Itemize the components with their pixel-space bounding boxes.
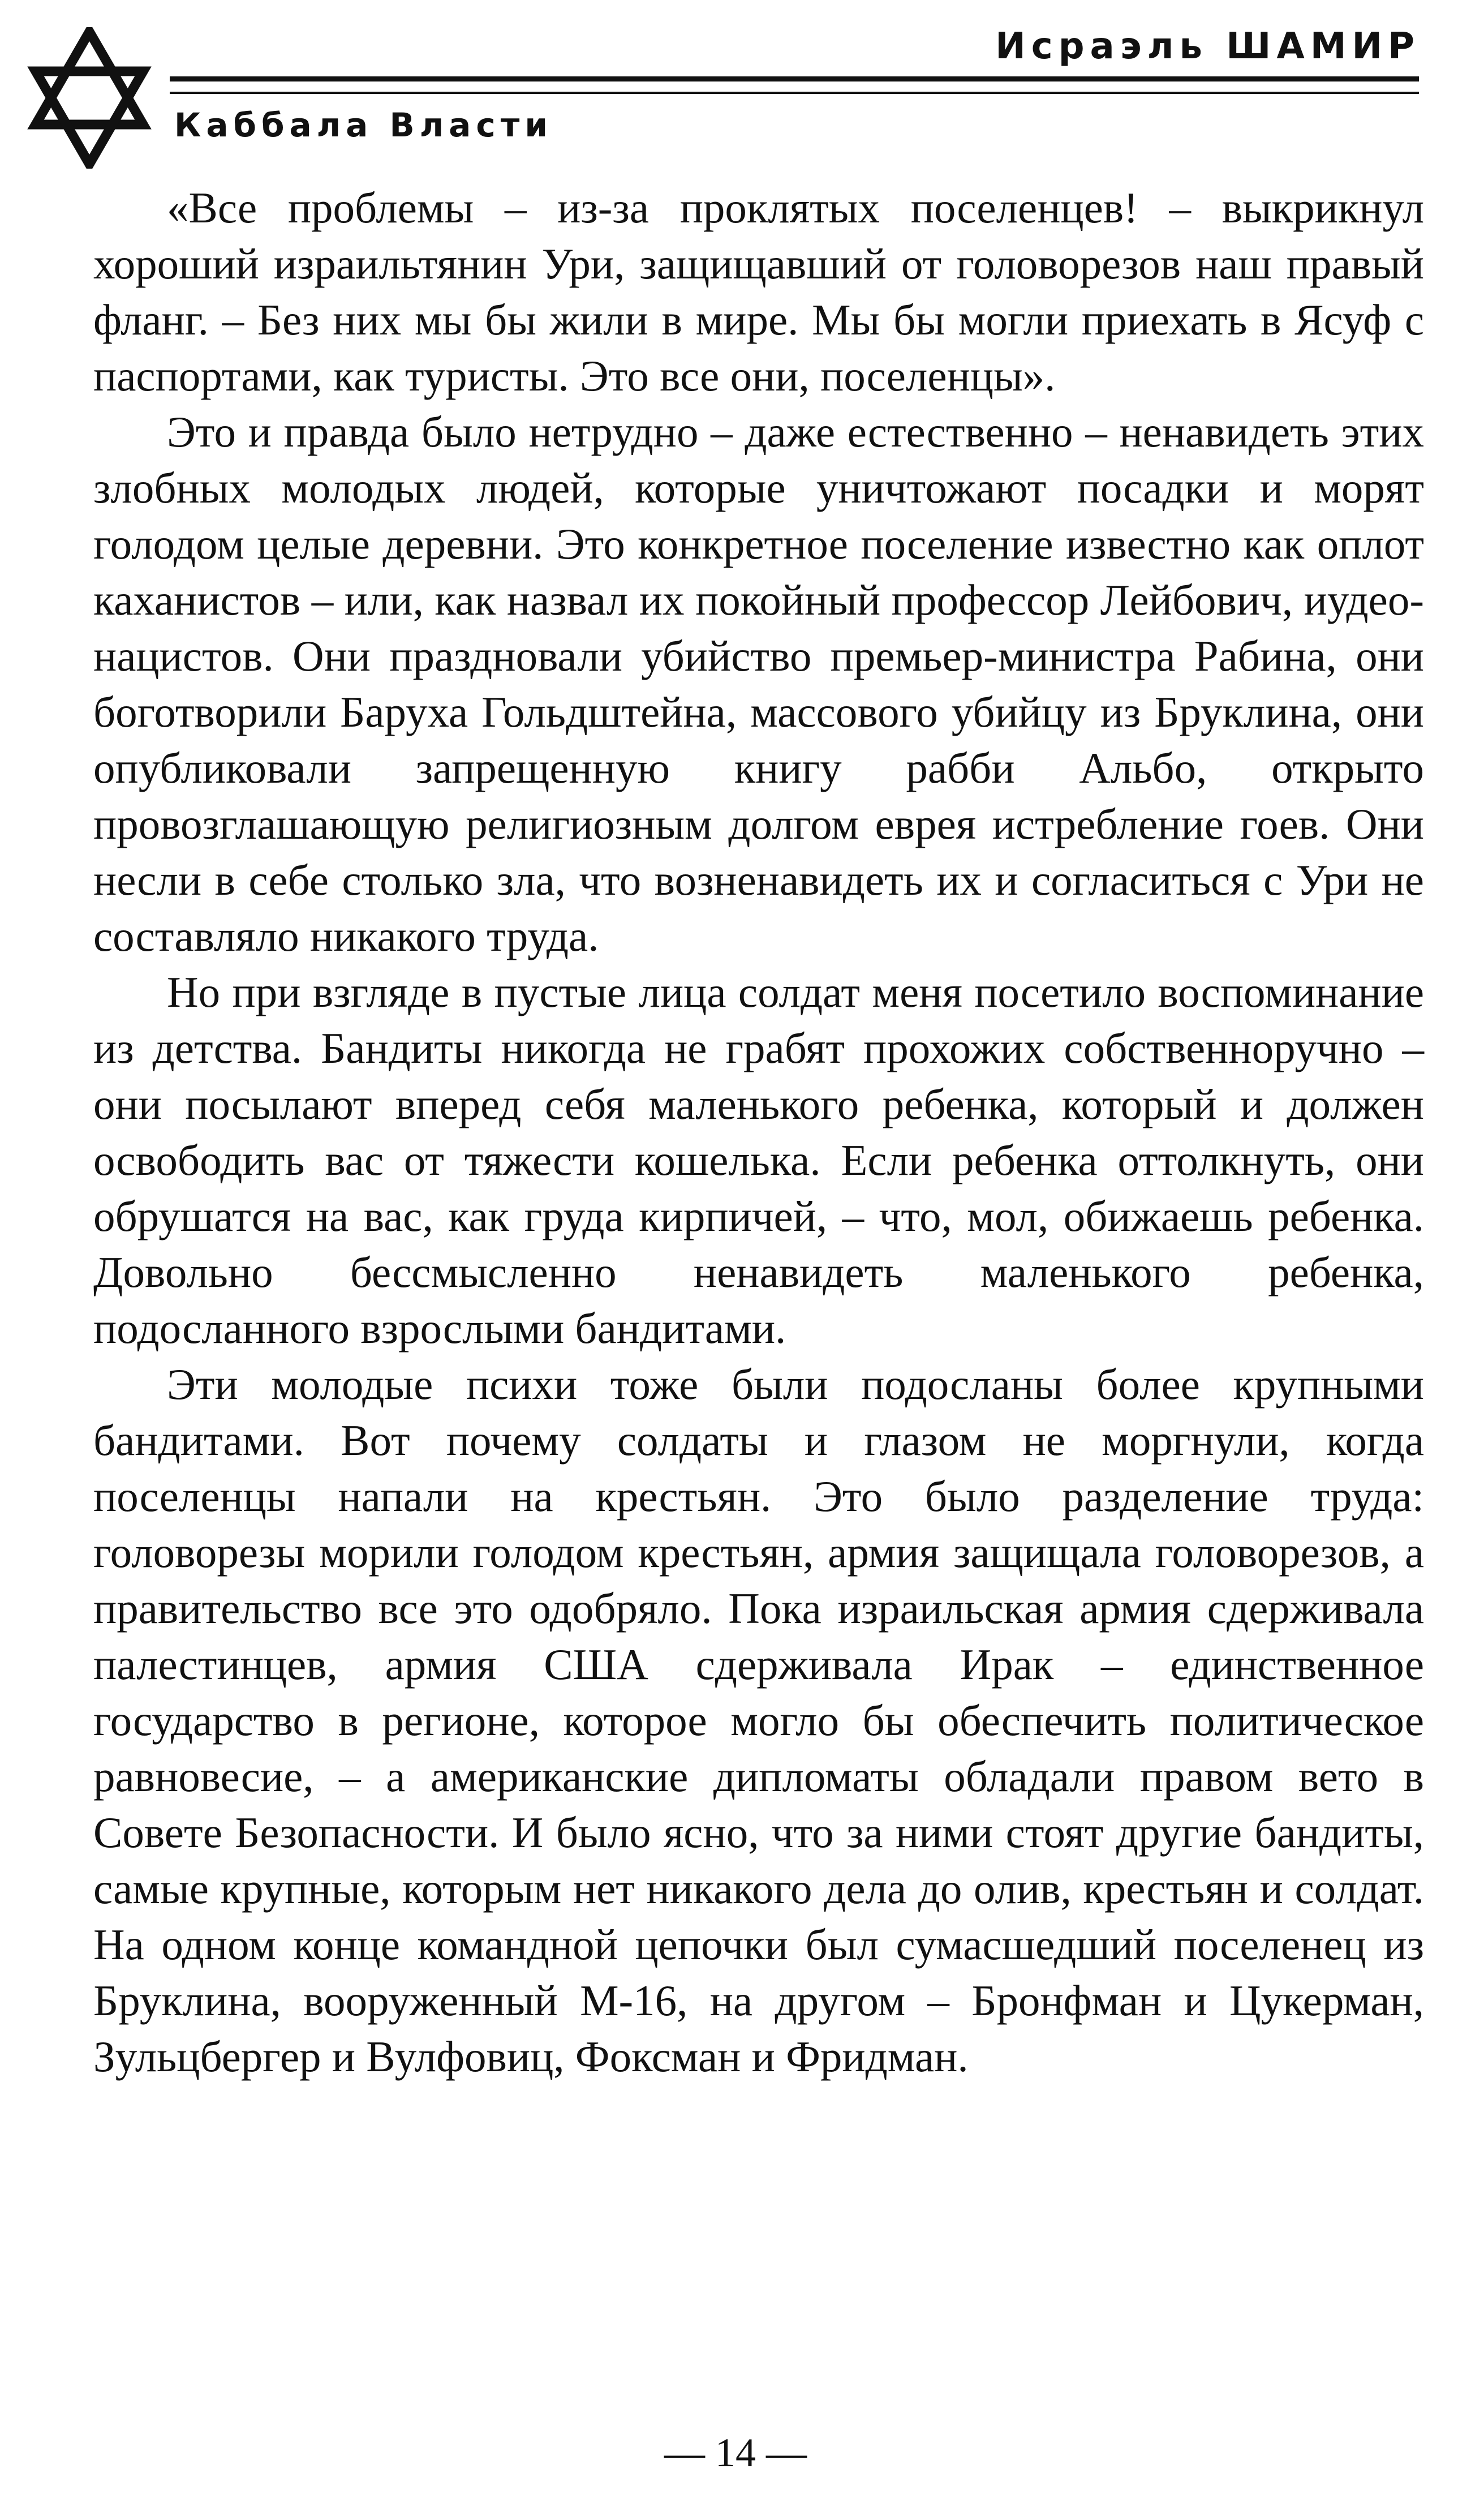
header-book-title: Каббала Власти (174, 106, 553, 144)
body-text (93, 180, 1424, 2085)
header-author: Исраэль ШАМИР (995, 25, 1420, 67)
header-rule-thin (170, 92, 1419, 94)
page-number: — 14 — (664, 2430, 807, 2475)
paragraph: Это и правда было нетрудно – даже естественно – ненавидеть этих злобных молодых людей, которые уничтожают посадки и морят голодом целые деревни. Это конкретное поселение известно как оплот каханистов – или, как назвал их покойный профессор Лейбович, иудео-нацистов. Они праздновали убийство премьер-министра Рабина, они боготворили Баруха Гольдштейна, массового убийцу из Бруклина, они опубликовали запрещенную книгу рабби Альбо, открыто провозглашающую религиозным долгом еврея истребление гоев. Они несли в себе столько зла, что возненавидеть их и согласиться с Ури не составляло никакого труда. (93, 407, 1424, 960)
paragraph: «Все проблемы – из-за проклятых поселенцев! – выкрикнул хороший израильтянин Ури, защищавший от головорезов наш правый фланг. – Без них мы бы жили в мире. Мы бы могли приехать в Ясуф с паспортами, как туристы. Это все они, поселенцы». (93, 183, 1424, 400)
running-header (0, 0, 1471, 164)
paragraph: Но при взгляде в пустые лица солдат меня посетило воспоминание из детства. Бандиты никогда не грабят прохожих собственноручно – они посылают вперед себя маленького ребенка, который и должен освободить вас от тяжести кошелька. Если ребенка оттолкнуть, они обрушатся на вас, как груда кирпичей, – что, мол, обижаешь ребенка. Довольно бессмысленно ненавидеть маленького ребенка, подосланного взрослыми бандитами. (93, 968, 1424, 1353)
star-of-david-icon (27, 27, 152, 169)
header-rule-thick (170, 76, 1419, 81)
paragraph: Эти молодые психи тоже были подосланы более крупными бандитами. Вот почему солдаты и глазом не моргнули, когда поселенцы напали на крестьян. Это было разделение труда: головорезы морили голодом крестьян, армия защищала головорезов, а правительство все это одобряло. Пока израильская армия сдерживала палестинцев, армия США сдерживала Ирак – единственное государство в регионе, которое могло бы обеспечить политическое равновесие, – а американские дипломаты обладали правом вето в Совете Безопасности. И было ясно, что за ними стоят другие бандиты, самые крупные, которым нет никакого дела до олив, крестьян и солдат. На одном конце командной цепочки был сумасшедший поселенец из Бруклина, вооруженный М-16, на другом – Бронфман и Цукерман, Зульцбергер и Вулфовиц, Фоксман и Фридман. (93, 1360, 1424, 2081)
